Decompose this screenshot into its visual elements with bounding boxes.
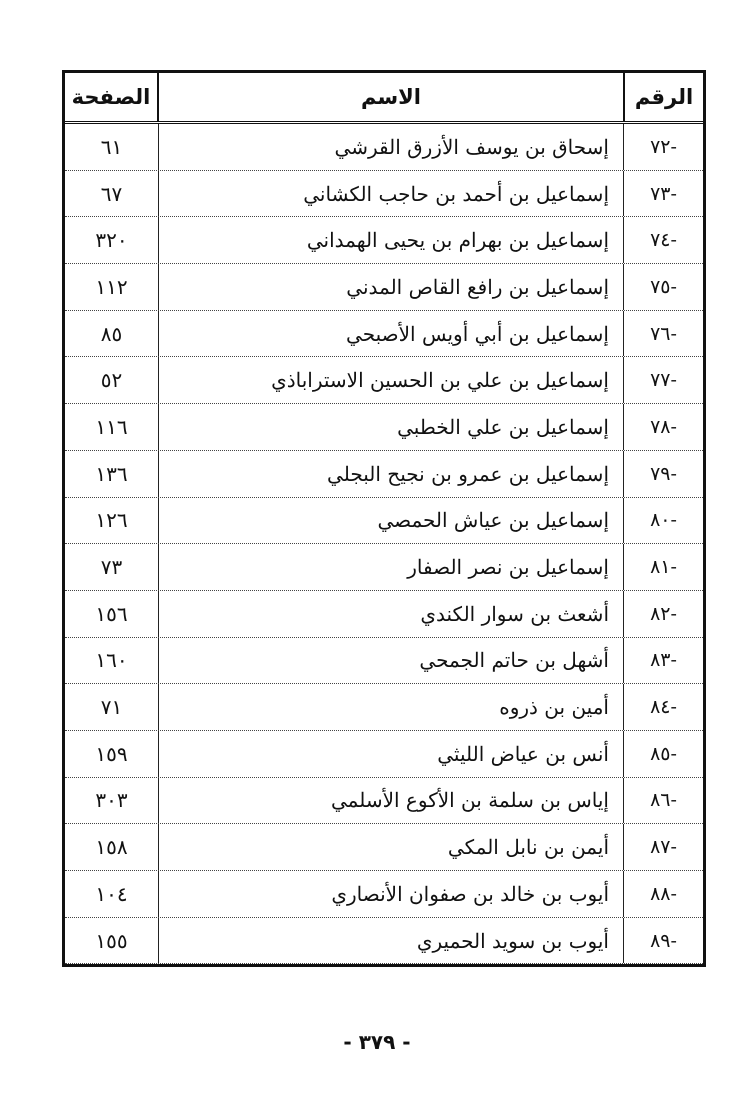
table-row — [65, 778, 703, 825]
table-row — [65, 264, 703, 311]
entry-number: ٨١- — [623, 544, 703, 590]
entry-page: ١٦٠ — [65, 638, 159, 684]
entry-page: ١٥٩ — [65, 731, 159, 777]
table-row — [65, 217, 703, 264]
entry-number: ٨٩- — [623, 918, 703, 964]
entry-number: ٧٥- — [623, 264, 703, 310]
entry-name: إسماعيل بن علي بن الحسين الاستراباذي — [271, 368, 609, 393]
entry-number: ٨٤- — [623, 684, 703, 730]
entry-page: ٥٢ — [65, 357, 159, 403]
entry-number: ٧٩- — [623, 451, 703, 497]
entry-name: أشهل بن حاتم الجمحي — [419, 648, 609, 673]
entry-page: ٨٥ — [65, 311, 159, 357]
table-row — [65, 171, 703, 218]
entry-name: إسماعيل بن علي الخطبي — [397, 414, 609, 439]
entry-number: ٨٥- — [623, 731, 703, 777]
entry-page: ١٥٨ — [65, 824, 159, 870]
entry-number: ٧٧- — [623, 357, 703, 403]
entry-page: ٦٧ — [65, 171, 159, 217]
entry-number: ٧٦- — [623, 311, 703, 357]
entry-name: أيوب بن سويد الحميري — [416, 928, 609, 953]
header-number: الرقم — [623, 73, 703, 121]
entry-page: ١١٦ — [65, 404, 159, 450]
entry-name: أيمن بن نابل المكي — [447, 835, 609, 860]
entry-number: ٨٨- — [623, 871, 703, 917]
entry-page: ١٣٦ — [65, 451, 159, 497]
table-row — [65, 871, 703, 918]
table-row — [65, 357, 703, 404]
header-name: الاسم — [361, 85, 421, 109]
entry-number: ٧٨- — [623, 404, 703, 450]
entry-name: إسماعيل بن أبي أويس الأصبحي — [346, 321, 609, 346]
entry-number: ٧٣- — [623, 171, 703, 217]
entry-page: ٧٣ — [65, 544, 159, 590]
entry-page: ١٠٤ — [65, 871, 159, 917]
table-row — [65, 404, 703, 451]
entry-name: إسحاق بن يوسف الأزرق القرشي — [334, 134, 609, 159]
entry-number: ٧٢- — [623, 124, 703, 170]
entry-number: ٧٤- — [623, 217, 703, 263]
entry-name: إسماعيل بن عمرو بن نجيح البجلي — [327, 461, 609, 486]
table-row — [65, 684, 703, 731]
table-row — [65, 638, 703, 685]
table-row — [65, 311, 703, 358]
page-number: - ٣٧٩ - — [343, 1030, 411, 1054]
entry-name: إسماعيل بن رافع القاص المدني — [346, 274, 609, 299]
table-row — [65, 731, 703, 778]
entry-number: ٨٠- — [623, 498, 703, 544]
index-table — [62, 70, 706, 967]
entry-page: ١٥٦ — [65, 591, 159, 637]
table-row — [65, 124, 703, 171]
entry-page: ١١٢ — [65, 264, 159, 310]
entry-number: ٨٦- — [623, 778, 703, 824]
entry-page: ٣٢٠ — [65, 217, 159, 263]
entry-name: إياس بن سلمة بن الأكوع الأسلمي — [331, 788, 609, 813]
entry-number: ٨٢- — [623, 591, 703, 637]
table-row — [65, 918, 703, 965]
header-page: الصفحة — [65, 73, 159, 121]
table-row — [65, 591, 703, 638]
table-row — [65, 824, 703, 871]
entry-page: ١٥٥ — [65, 918, 159, 964]
entry-name: أمين بن ذروه — [499, 695, 609, 720]
entry-name: أشعث بن سوار الكندي — [420, 601, 609, 626]
entry-page: ٦١ — [65, 124, 159, 170]
table-row — [65, 451, 703, 498]
table-body — [65, 124, 703, 964]
entry-page: ١٢٦ — [65, 498, 159, 544]
entry-number: ٨٧- — [623, 824, 703, 870]
entry-page: ٣٠٣ — [65, 778, 159, 824]
entry-name: أنس بن عياض الليثي — [437, 741, 609, 766]
entry-name: إسماعيل بن نصر الصفار — [407, 555, 609, 580]
entry-page: ٧١ — [65, 684, 159, 730]
table-header — [65, 73, 703, 124]
table-row — [65, 544, 703, 591]
entry-name: أيوب بن خالد بن صفوان الأنصاري — [331, 881, 609, 906]
entry-name: إسماعيل بن بهرام بن يحيى الهمداني — [306, 228, 609, 253]
table-row — [65, 498, 703, 545]
entry-name: إسماعيل بن أحمد بن حاجب الكشاني — [303, 181, 609, 206]
entry-name: إسماعيل بن عياش الحمصي — [377, 508, 609, 533]
entry-number: ٨٣- — [623, 638, 703, 684]
